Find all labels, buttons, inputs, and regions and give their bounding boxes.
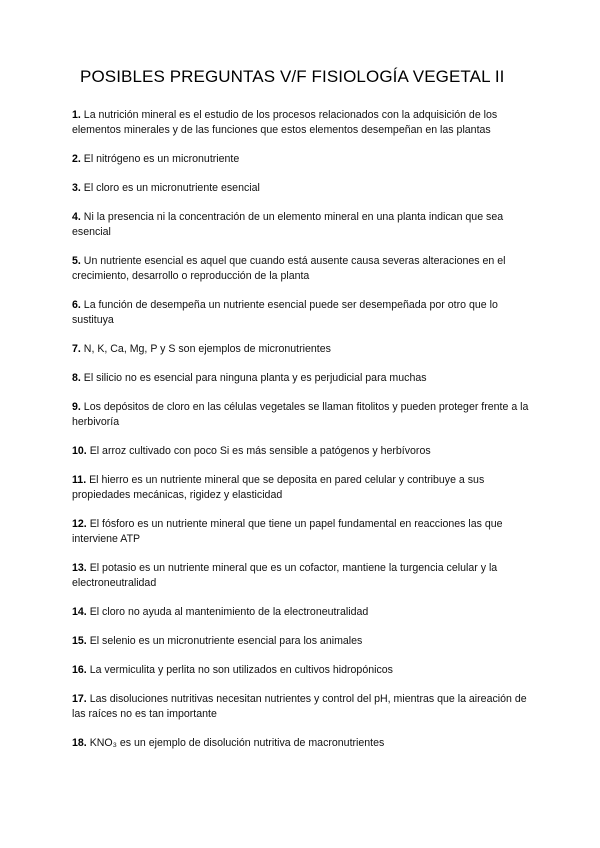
question-number: 17. (72, 693, 87, 705)
question-item (72, 473, 534, 503)
page-title: POSIBLES PREGUNTAS V/F FISIOLOGÍA VEGETAL II (80, 67, 505, 86)
question-number: 5. (72, 255, 81, 267)
question-text: El arroz cultivado con poco Si es más sensible a patógenos y herbívoros (89, 445, 431, 457)
question-text: El nitrógeno es un micronutriente (83, 153, 240, 165)
question-text: La función de desempeña un nutriente esencial puede ser desempeñada por otro que lo sustituya (72, 299, 498, 326)
question-text: El fósforo es un nutriente mineral que tiene un papel fundamental en reacciones las que interviene ATP (72, 518, 503, 545)
question-number: 3. (72, 182, 81, 194)
question-number: 6. (72, 299, 81, 311)
question-number: 9. (72, 401, 81, 413)
question-text: El potasio es un nutriente mineral que es un cofactor, mantiene la turgencia celular y la electroneutralidad (72, 562, 498, 589)
question-number: 12. (72, 518, 87, 530)
question-item (72, 444, 534, 459)
question-number: 2. (72, 153, 81, 165)
question-item (72, 517, 534, 547)
question-text: El cloro no ayuda al mantenimiento de la electroneutralidad (89, 606, 369, 618)
question-item (72, 692, 534, 722)
question-number: 10. (72, 445, 87, 457)
question-item (72, 108, 534, 138)
question-text: La vermiculita y perlita no son utilizados en cultivos hidropónicos (89, 664, 393, 676)
question-text: Los depósitos de cloro en las células vegetales se llaman fitolitos y pueden proteger frente a la herbivoría (72, 401, 529, 428)
question-text: El selenio es un micronutriente esencial para los animales (89, 635, 363, 647)
question-number: 7. (72, 343, 81, 355)
question-item (72, 663, 534, 678)
question-number: 1. (72, 109, 81, 121)
question-item (72, 400, 534, 430)
question-number: 14. (72, 606, 87, 618)
question-number: 18. (72, 737, 87, 749)
question-number: 11. (72, 474, 87, 486)
question-number: 15. (72, 635, 87, 647)
question-item (72, 181, 534, 196)
question-item (72, 298, 534, 328)
question-item (72, 210, 534, 240)
question-number: 4. (72, 211, 81, 223)
question-text: El cloro es un micronutriente esencial (83, 182, 260, 194)
question-text: N, K, Ca, Mg, P y S son ejemplos de micronutrientes (83, 343, 331, 355)
question-text: Un nutriente esencial es aquel que cuando está ausente causa severas alteraciones en el crecimiento, desarrollo o reproducción de la planta (72, 255, 506, 282)
question-number: 16. (72, 664, 87, 676)
question-text: El hierro es un nutriente mineral que se deposita en pared celular y contribuye a sus propiedades mecánicas, rigidez y elasticidad (72, 474, 485, 501)
question-item (72, 561, 534, 591)
question-item (72, 371, 534, 386)
question-text: KNO₃ es un ejemplo de disolución nutritiva de macronutrientes (89, 737, 385, 749)
question-item (72, 605, 534, 620)
question-list (72, 108, 534, 751)
question-number: 13. (72, 562, 87, 574)
question-item (72, 342, 534, 357)
question-item (72, 152, 534, 167)
question-text: Las disoluciones nutritivas necesitan nutrientes y control del pH, mientras que la aireación de las raíces no es tan importante (72, 693, 527, 720)
question-text: El silicio no es esencial para ninguna planta y es perjudicial para muchas (83, 372, 427, 384)
question-item (72, 254, 534, 284)
question-item (72, 634, 534, 649)
question-item (72, 736, 534, 751)
question-number: 8. (72, 372, 81, 384)
question-text: La nutrición mineral es el estudio de los procesos relacionados con la adquisición de los elementos minerales y de las funciones que estos elementos desempeñan en las plantas (72, 109, 498, 136)
question-text: Ni la presencia ni la concentración de un elemento mineral en una planta indican que sea esencial (72, 211, 504, 238)
